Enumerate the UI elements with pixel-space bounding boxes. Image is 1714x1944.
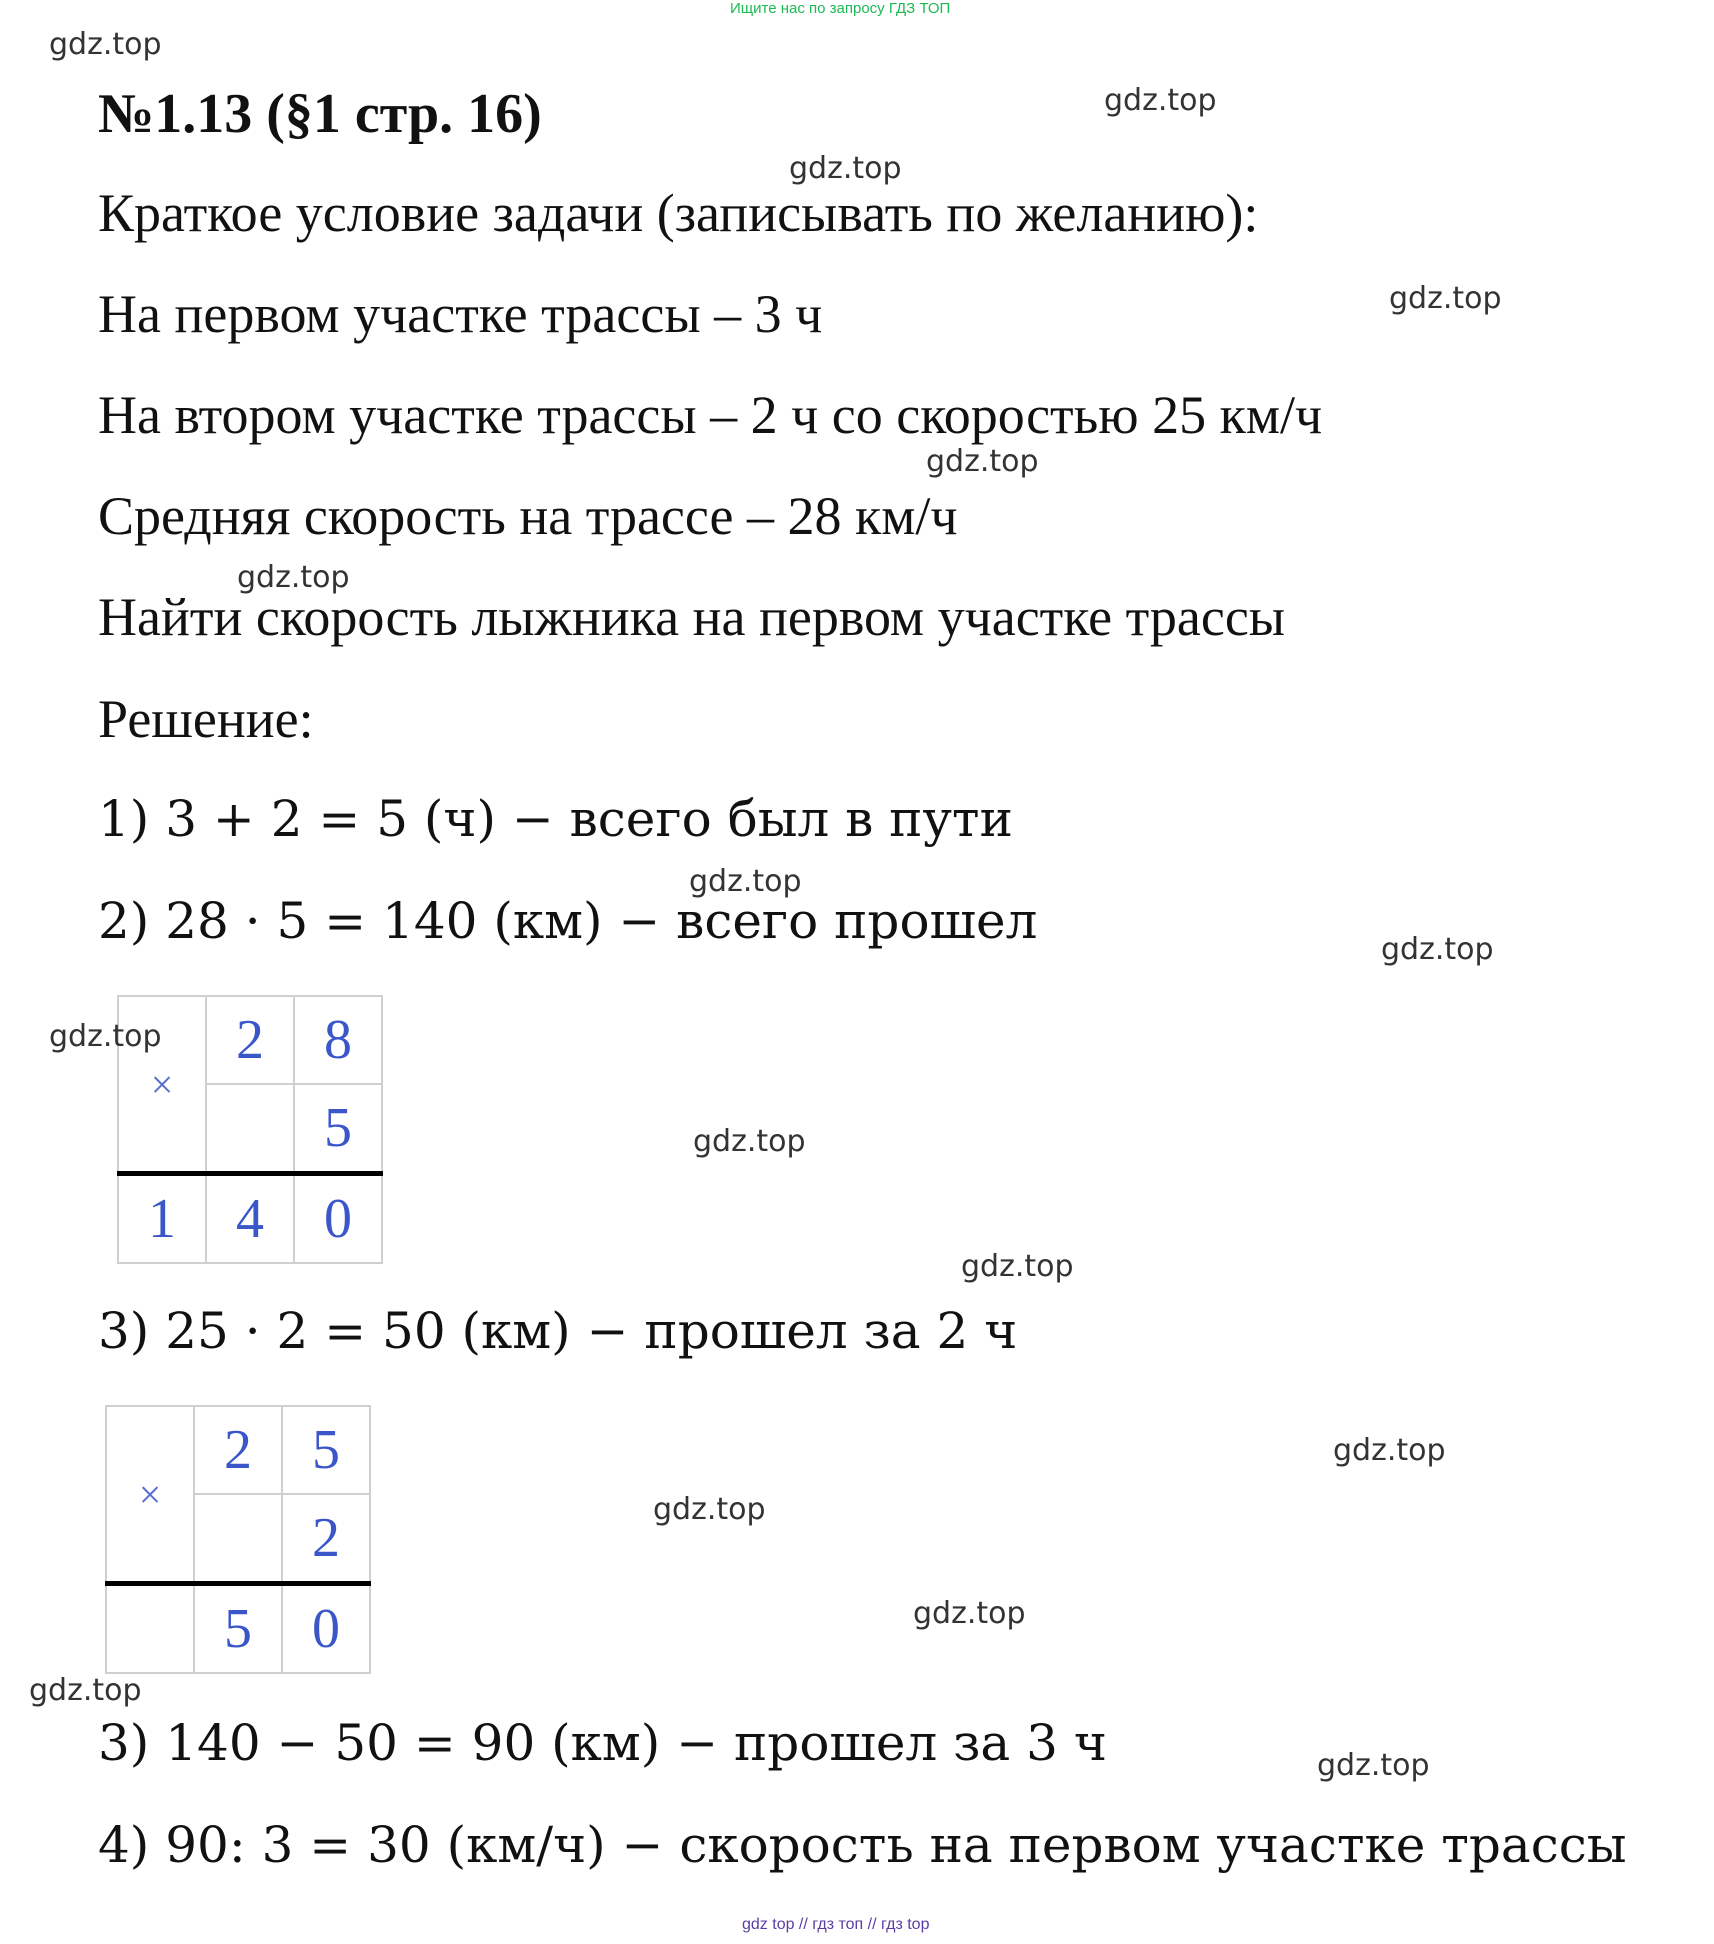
multiply-sign-icon: × (118, 996, 206, 1174)
calc2-digit: 2 (282, 1494, 370, 1584)
multiply-sign-icon: × (106, 1406, 194, 1584)
watermark: gdz.top (926, 444, 1039, 479)
watermark: gdz.top (29, 1673, 142, 1708)
calc2-result-digit: 0 (282, 1584, 370, 1674)
solution-heading: Решение: (98, 689, 314, 749)
solution-step-1: 1) 3 + 2 = 5 (ч) − всего был в пути (98, 790, 1013, 848)
watermark: gdz.top (49, 27, 162, 62)
calc2-digit: 5 (282, 1406, 370, 1494)
solution-step-3: 3) 25 · 2 = 50 (км) − прошел за 2 ч (98, 1302, 1018, 1360)
watermark: gdz.top (913, 1596, 1026, 1631)
watermark: gdz.top (693, 1124, 806, 1159)
watermark: gdz.top (237, 560, 350, 595)
condition-heading: Краткое условие задачи (записывать по желанию): (98, 183, 1259, 243)
watermark: gdz.top (1317, 1748, 1430, 1783)
watermark: gdz.top (1104, 83, 1217, 118)
calc1-digit: 2 (206, 996, 294, 1084)
calc1-result-digit: 0 (294, 1174, 382, 1264)
condition-line-1: На первом участке трассы – 3 ч (98, 284, 823, 344)
multiplication-25x2 (105, 1405, 371, 1674)
calc1-digit (206, 1084, 294, 1174)
solution-step-2: 2) 28 · 5 = 140 (км) − всего прошел (98, 892, 1038, 950)
top-banner: Ищите нас по запросу ГДЗ ТОП (730, 0, 951, 17)
watermark: gdz.top (1381, 932, 1494, 967)
watermark: gdz.top (961, 1249, 1074, 1284)
watermark: gdz.top (789, 151, 902, 186)
watermark: gdz.top (689, 864, 802, 899)
calc2-result-digit (106, 1584, 194, 1674)
solution-step-4: 3) 140 − 50 = 90 (км) − прошел за 3 ч (98, 1714, 1107, 1772)
calc2-result-digit: 5 (194, 1584, 282, 1674)
watermark: gdz.top (1333, 1433, 1446, 1468)
calc1-result-digit: 4 (206, 1174, 294, 1264)
calc1-digit: 5 (294, 1084, 382, 1174)
calc2-digit: 2 (194, 1406, 282, 1494)
condition-line-3: Средняя скорость на трассе – 28 км/ч (98, 486, 958, 546)
calc2-digit (194, 1494, 282, 1584)
calc1-digit: 8 (294, 996, 382, 1084)
watermark: gdz.top (1389, 281, 1502, 316)
condition-line-2: На втором участке трассы – 2 ч со скоростью 25 км/ч (98, 385, 1323, 445)
watermark: gdz.top (49, 1019, 162, 1054)
page-title: №1.13 (§1 стр. 16) (98, 83, 542, 145)
footer-links: gdz top // гдз топ // гдз top (742, 1916, 930, 1933)
solution-step-5: 4) 90: 3 = 30 (км/ч) − скорость на первом участке трассы (98, 1816, 1627, 1874)
watermark: gdz.top (653, 1492, 766, 1527)
calc1-result-digit: 1 (118, 1174, 206, 1264)
condition-line-4: Найти скорость лыжника на первом участке трассы (98, 587, 1286, 647)
